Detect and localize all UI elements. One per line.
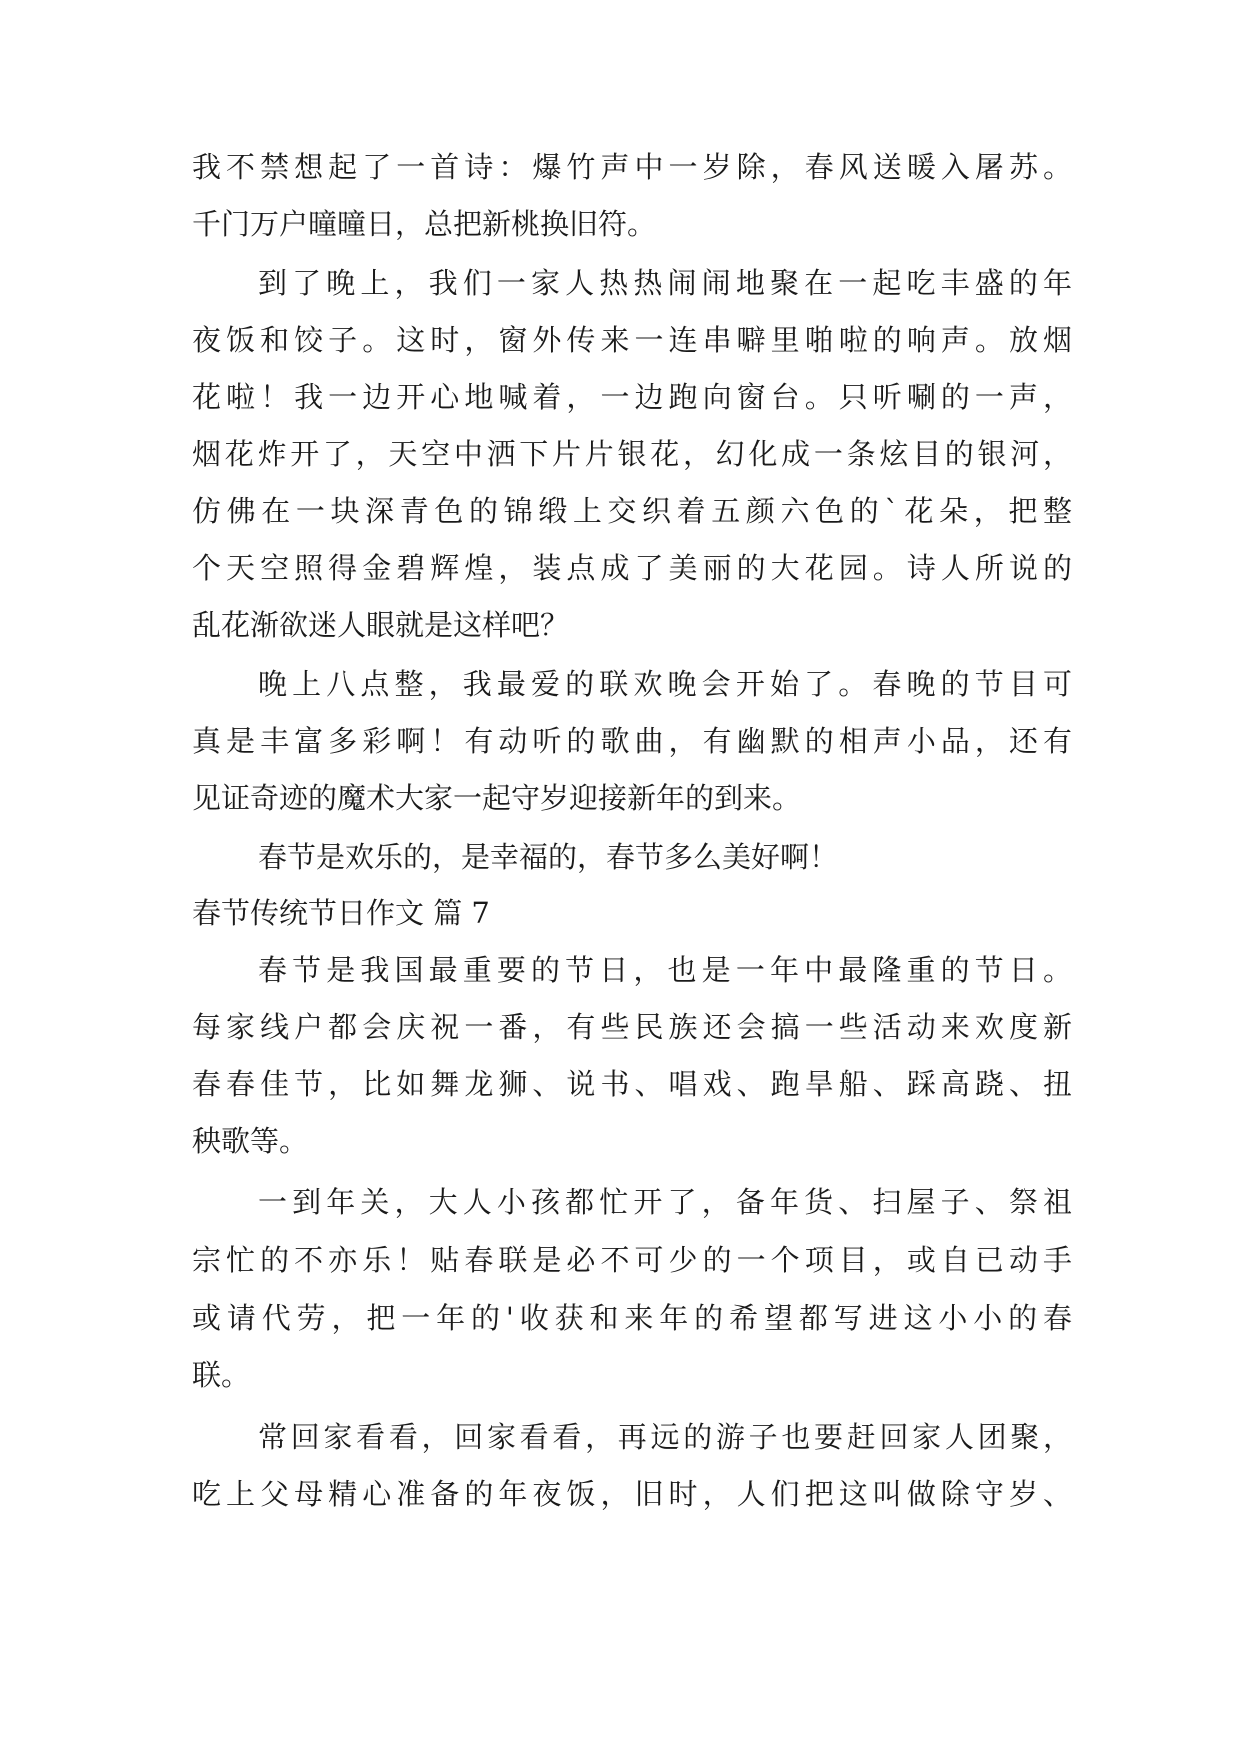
text-line: 烟花炸开了，天空中洒下片片银花，幻化成一条炫目的银河， bbox=[192, 437, 1072, 471]
text-line: 吃上父母精心准备的年夜饭，旧时，人们把这叫做除守岁、 bbox=[192, 1477, 1072, 1511]
text-line: 春节是我国最重要的节日，也是一年中最隆重的节日。 bbox=[258, 953, 1072, 987]
text-line: 一到年关，大人小孩都忙开了，备年货、扫屋子、祭祖 bbox=[258, 1185, 1072, 1219]
text-line: 真是丰富多彩啊！有动听的歌曲，有幽默的相声小品，还有 bbox=[192, 724, 1072, 758]
text-line: 仿佛在一块深青色的锦缎上交织着五颜六色的`花朵，把整 bbox=[192, 494, 1072, 528]
text-line: 宗忙的不亦乐！贴春联是必不可少的一个项目，或自已动手 bbox=[192, 1243, 1072, 1277]
text-line: 常回家看看，回家看看，再远的游子也要赶回家人团聚， bbox=[258, 1420, 1072, 1454]
text-line: 我不禁想起了一首诗：爆竹声中一岁除，春风送暖入屠苏。 bbox=[192, 150, 1072, 184]
text-line: 或请代劳，把一年的'收获和来年的希望都写进这小小的春 bbox=[192, 1301, 1072, 1335]
text-line: 花啦！我一边开心地喊着，一边跑向窗台。只听唰的一声， bbox=[192, 380, 1072, 414]
text-line: 千门万户曈曈日，总把新桃换旧符。 bbox=[192, 207, 657, 241]
text-line: 联。 bbox=[192, 1358, 251, 1392]
text-line: 秧歌等。 bbox=[192, 1124, 309, 1158]
text-line: 到了晚上，我们一家人热热闹闹地聚在一起吃丰盛的年 bbox=[258, 266, 1072, 300]
text-line: 个天空照得金碧辉煌，装点成了美丽的大花园。诗人所说的 bbox=[192, 551, 1072, 585]
text-line: 晚上八点整，我最爱的联欢晚会开始了。春晚的节目可 bbox=[258, 667, 1072, 701]
text-line: 春节是欢乐的，是幸福的，春节多么美好啊！ bbox=[258, 840, 839, 874]
text-line: 春春佳节，比如舞龙狮、说书、唱戏、跑旱船、踩高跷、扭 bbox=[192, 1067, 1072, 1101]
text-line: 每家线户都会庆祝一番，有些民族还会搞一些活动来欢度新 bbox=[192, 1010, 1072, 1044]
section-heading: 春节传统节日作文 篇 7 bbox=[192, 896, 490, 930]
text-line: 夜饭和饺子。这时，窗外传来一连串噼里啪啦的响声。放烟 bbox=[192, 323, 1072, 357]
text-line: 见证奇迹的魔术大家一起守岁迎接新年的到来。 bbox=[192, 781, 802, 815]
text-line: 乱花渐欲迷人眼就是这样吧？ bbox=[192, 608, 570, 642]
